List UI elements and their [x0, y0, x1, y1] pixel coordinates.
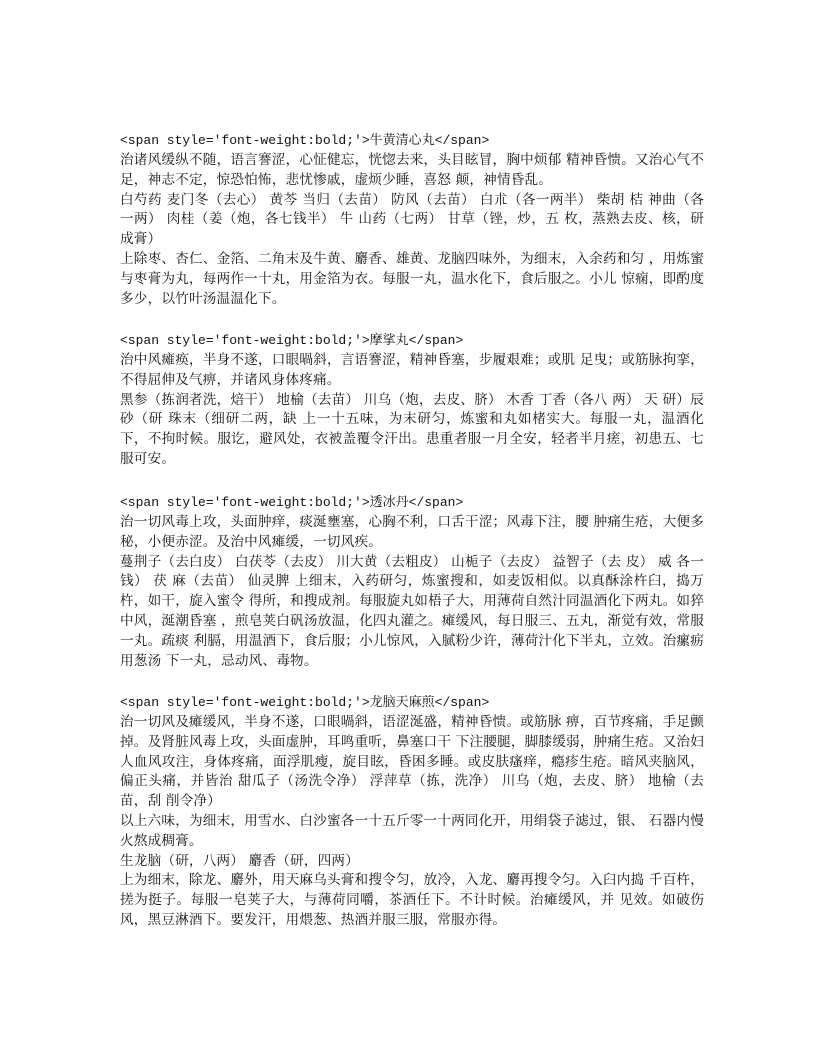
- ingredients-paragraph: 白芍药 麦门冬（去心） 黄芩 当归（去苗） 防风（去苗） 白朮（各一两半） 柴胡 桔 神曲（各一两） 肉桂（姜（炮，各七钱半） 牛 山药（七两） 甘草（锉，炒，五 枚，蒸熟去皮、核，研成膏）: [120, 191, 704, 248]
- recipe-section-longnao-tianma-jian: [120, 693, 704, 931]
- indications-paragraph: 治一切风毒上攻，头面肿痒，痰涎壅塞，心胸不利，口舌干涩；风毒下注，腰 肿痛生疮，大便多秘，小便赤涩。及治中风瘫缓，一切风疾。: [120, 514, 704, 550]
- recipe-title: <span style='font-weight:bold;'>透冰丹</span>: [120, 495, 464, 510]
- ingredients-paragraph: 蔓荆子（去白皮） 白茯苓（去皮） 川大黄（去粗皮） 山栀子（去皮） 益智子（去 皮） 威 各一钱） 茯 麻（去苗） 仙灵脾 上细末，入药研匀，炼蜜搜和，如麦饭相似。以真酥涂杵臼，捣万杵，如干，旋入蜜令 得所，和搜成剂。每服旋丸如梧子大，用薄荷自然汁同温酒化下两丸。如猝中风，涎潮昏塞 ，煎皂荚白矾汤放温，化四丸灌之。瘫缓风，每日服三、五丸，渐觉有效，常服一丸。疏痰 利膈，用温酒下，食后服；小儿惊风，入腻粉少许，薄荷汁化下半丸，立效。治瘰疬用葱汤 下一丸，忌动风、毒物。: [120, 553, 704, 669]
- indications-paragraph: 治一切风及瘫缓风，半身不遂，口眼喎斜，语涩涎盛，精神昏愦。或筋脉 痹，百节疼痛，手足颤掉。及肾脏风毒上攻，头面虚肿，耳鸣重听，鼻塞口干 下注腰腿，脚膝缓弱，肿痛生疮。又治妇人血风攻注，身体疼痛，面浮肌瘦，旋目眩，昏困多睡。或皮肤瘙痒，瘾疹生疮。暗风夹脑风，偏正头痛，并皆治 甜瓜子（汤洗令净） 浮萍草（拣，洗净） 川乌（炮，去皮、脐） 地榆（去苗，刮 削令净）: [120, 714, 704, 810]
- indications-paragraph: 治中风瘫痪，半身不遂，口眼喎斜，言语謇涩，精神昏塞，步履艰难；或肌 足曳；或筋脉拘挛，不得屈伸及气痹，并诸风身体疼痛。: [120, 352, 704, 388]
- recipe-section-niuhuang-qingxin-wan: [120, 131, 704, 309]
- preparation-paragraph: 上除枣、杏仁、金箔、二角末及牛黄、麝香、雄黄、龙脑四味外，为细末，入余药和匀 ，用炼蜜与枣膏为丸，每两作一十丸，用金箔为衣。每服一丸，温水化下，食后服之。小儿 惊痫，即酌度多少，以竹叶汤温温化下。: [120, 250, 704, 307]
- recipe-section-mosuo-wan: [120, 331, 704, 470]
- ingredients-paragraph: 黑参（拣润者洗，焙干） 地榆（去苗） 川乌（炮，去皮、脐） 木香 丁香（各八 两） 天 研）辰砂（研 珠末（细研二两，缺 上一十五味，为末研匀，炼蜜和丸如楮实大。每服一丸，温酒化下，不拘时候。服讫，避风处，衣被盖覆令汗出。患重者服一月全安，轻者半月瘥，初患五、七服可安。: [120, 391, 704, 467]
- recipe-title: <span style='font-weight:bold;'>摩挲丸</span>: [120, 333, 464, 348]
- ingredients-paragraph: 生龙脑（研，八两） 麝香（研，四两）: [120, 852, 360, 869]
- preparation-paragraph: 以上六味，为细末，用雪水、白沙蜜各一十五斤零一十两同化开，用绢袋子滤过，银、 石器内慢火熬成稠膏。: [120, 812, 704, 849]
- indications-paragraph: 治诸风缓纵不随，语言謇涩，心怔健忘，恍惚去来，头目眩冒，胸中烦郁 精神昏愦。又治心气不足，神志不定，惊恐怕怖，悲忧惨戚，虚烦少睡，喜怒 颠，神情昏乱。: [120, 152, 704, 188]
- recipe-title: <span style='font-weight:bold;'>龙脑天麻煎</span>: [120, 695, 490, 710]
- recipe-section-toubing-dan: [120, 493, 704, 671]
- usage-paragraph: 上为细末，除龙、麝外，用天麻乌头膏和搜令匀，放冷，入龙、麝再搜令匀。入臼内捣 千百杵，搓为挺子。每服一皂荚子大，与薄荷同嚼，茶酒任下。不计时候。治瘫缓风，并 见效。如破伤风，黑豆淋酒下。要发汗，用煨葱、热酒并服三服，常服亦得。: [120, 872, 704, 928]
- recipe-title: <span style='font-weight:bold;'>牛黄清心丸</span>: [120, 133, 490, 148]
